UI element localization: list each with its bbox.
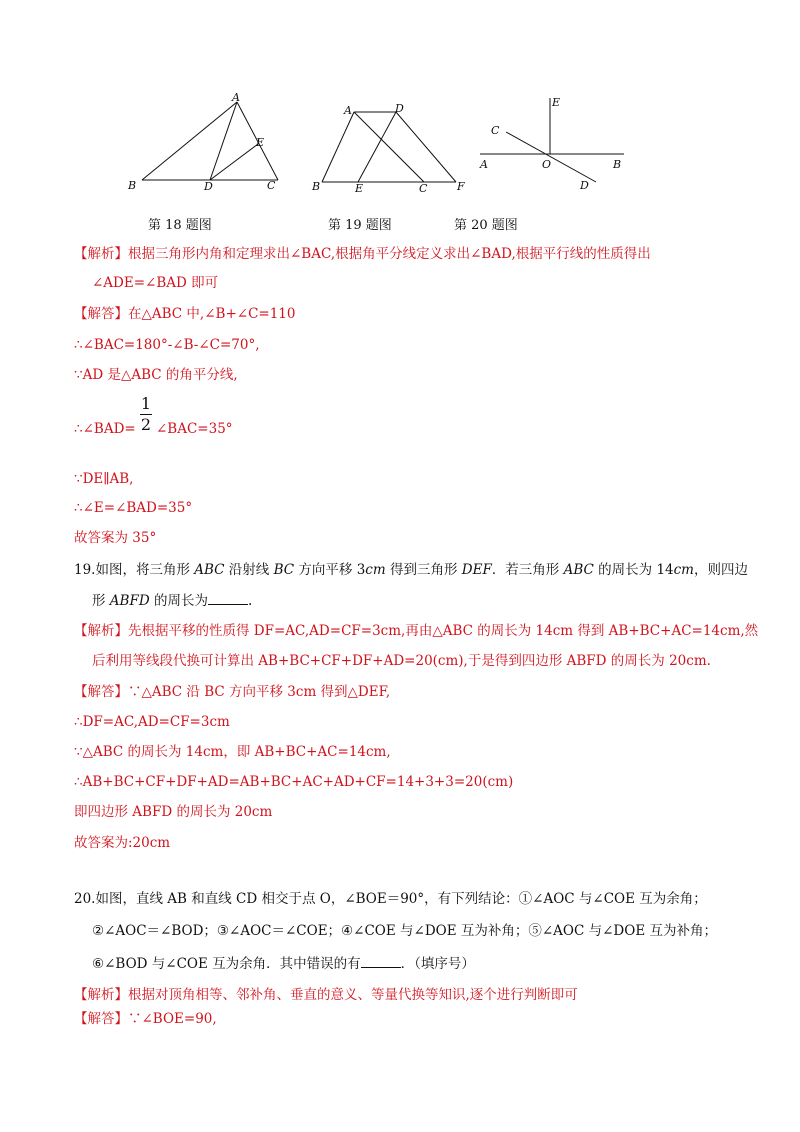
q20-question-line3: ⑥∠BOD 与∠COE 互为余角．其中错误的有 ．（填序号） xyxy=(92,953,475,974)
fig20-label-b: B xyxy=(613,158,622,171)
q18-fraction xyxy=(140,395,152,434)
figure-18 xyxy=(124,92,294,194)
q19-step1: ∴DF=AC,AD=CF=3cm xyxy=(74,714,230,730)
q19-step4: 即四边形 ABFD 的周长为 20cm xyxy=(74,804,273,820)
figure-19 xyxy=(310,98,472,196)
q18-answer-line1: 【解答】在△ABC 中,∠B+∠C=110 xyxy=(74,306,296,322)
fig19-label-a: A xyxy=(344,104,352,117)
fig20-label-d: D xyxy=(580,179,589,192)
fig18-label-a: A xyxy=(232,92,240,104)
q20-answer-blank xyxy=(361,953,401,968)
q19-step2: ∵△ABC 的周长为 14cm，即 AB+BC+AC=14cm, xyxy=(74,744,391,760)
q18-step3-post: ∠BAC=35° xyxy=(156,421,233,437)
q20-question-line2: ②∠AOC＝∠BOD；③∠AOC＝∠COE；④∠COE 与∠DOE 互为补角；⑤∠AOC 与∠DOE 互为补角； xyxy=(92,923,717,939)
fig20-label-o: O xyxy=(542,158,552,171)
q18-analysis-line1: 【解析】根据三角形内角和定理求出∠BAC,根据角平分线定义求出∠BAD,根据平行线的性质得出 xyxy=(74,246,651,262)
fig18-caption: 第 18 题图 xyxy=(148,218,212,233)
q19-conclusion: 故答案为:20cm xyxy=(74,835,171,851)
fig19-label-e: E xyxy=(355,182,364,195)
fig20-label-a: A xyxy=(480,158,488,171)
fig18-label-b: B xyxy=(128,179,137,192)
fig19-caption: 第 19 题图 xyxy=(328,218,392,233)
fig20-label-e: E xyxy=(552,96,561,109)
fig19-label-b: B xyxy=(312,180,321,193)
q18-step4: ∵DE∥AB, xyxy=(74,471,134,487)
q18-fraction-numerator: 1 xyxy=(140,394,152,413)
fig20-label-c: C xyxy=(491,124,500,137)
figure-20 xyxy=(476,92,636,194)
fig18-label-d: D xyxy=(204,180,213,193)
q19-question-line1: 19.如图，将三角形 ABC 沿射线 BC 方向平移 3cm 得到三角形 DEF．若三角形 ABC 的周长为 14cm，则四边 xyxy=(74,562,748,578)
q18-step3-pre: ∴∠BAD= xyxy=(74,421,136,437)
q18-conclusion: 故答案为 35° xyxy=(74,530,157,546)
q18-step1: ∴∠BAC=180°-∠B-∠C=70°, xyxy=(74,337,260,353)
fig18-label-e: E xyxy=(256,136,265,149)
fig20-caption: 第 20 题图 xyxy=(454,218,518,233)
fig18-label-c: C xyxy=(267,179,276,192)
q18-analysis-line2: ∠ADE=∠BAD 即可 xyxy=(92,275,219,291)
q18-step2: ∵AD 是△ABC 的角平分线, xyxy=(74,367,238,383)
q20-answer-line1: 【解答】∵∠BOE=90, xyxy=(74,1011,217,1027)
q19-question-line2: 形 ABFD 的周长为 . xyxy=(92,590,252,611)
q20-question-line1: 20.如图，直线 AB 和直线 CD 相交于点 O，∠BOE＝90°，有下列结论：①∠AOC 与∠COE 互为余角； xyxy=(74,891,707,907)
q20-analysis-line1: 【解析】根据对顶角相等、邻补角、垂直的意义、等量代换等知识,逐个进行判断即可 xyxy=(74,987,578,1003)
fig19-label-d: D xyxy=(395,102,404,115)
q18-step5: ∴∠E=∠BAD=35° xyxy=(74,500,193,516)
q18-fraction-denominator: 2 xyxy=(140,415,152,434)
fig19-label-f: F xyxy=(457,180,465,193)
q19-analysis-line2: 后利用等线段代换可计算出 AB+BC+CF+DF+AD=20(cm),于是得到四边形 ABFD 的周长为 20cm. xyxy=(92,653,711,669)
fig19-label-c: C xyxy=(419,182,428,195)
q19-answer-blank xyxy=(208,590,248,605)
q19-answer-line1: 【解答】∵△ABC 沿 BC 方向平移 3cm 得到△DEF, xyxy=(74,684,391,700)
q19-step3: ∴AB+BC+CF+DF+AD=AB+BC+AC+AD+CF=14+3+3=20(cm) xyxy=(74,774,514,790)
q19-analysis-line1: 【解析】先根据平移的性质得 DF=AC,AD=CF=3cm,再由△ABC 的周长为 14cm 得到 AB+BC+AC=14cm,然 xyxy=(74,623,759,639)
